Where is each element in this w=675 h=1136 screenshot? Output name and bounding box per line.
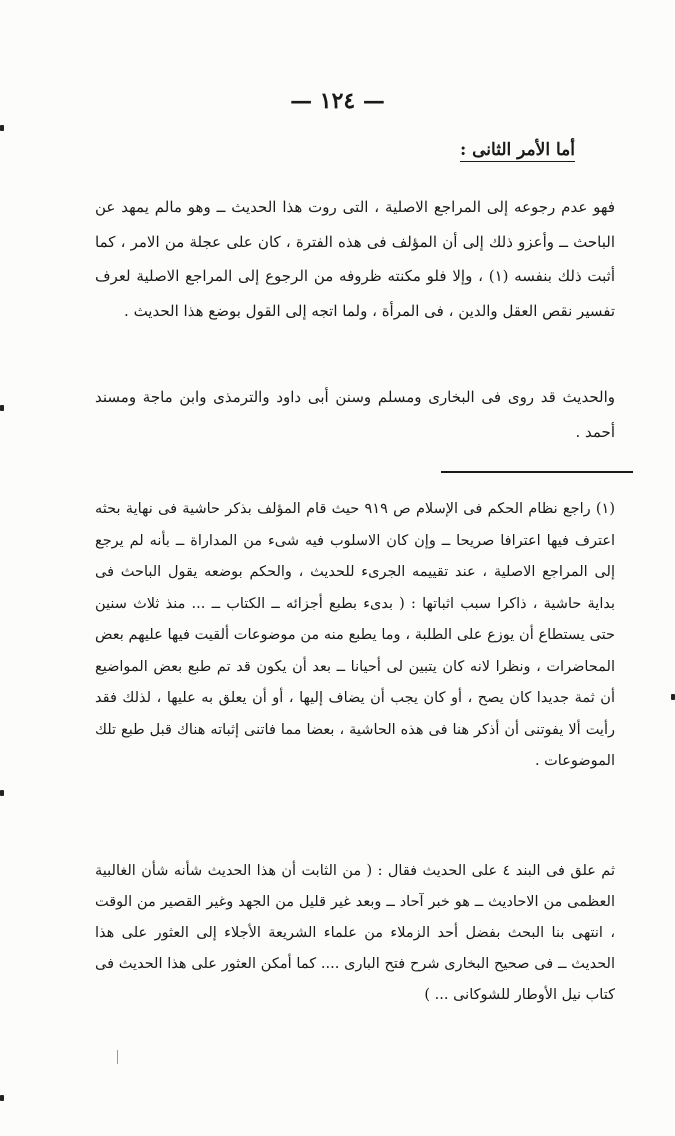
scan-speck bbox=[671, 694, 675, 700]
footnote-text: (١) راجع نظام الحكم فى الإسلام ص ٩١٩ حيث قام المؤلف بذكر حاشية فى نهاية بحثه اعترف فيها اعترافا صريحا ــ وإن كان الاسلوب فيه شىء من المداراة ــ بأنه لم يرجع إلى المراجع الاصلية ، عند تقييمه الجرىء للحديث ، والحكم بوضعه يقول الباحث فى بداية حاشية ، ذاكرا سبب اثباتها : ( بدىء بطبع أجزائه ــ الكتاب ــ ... منذ ثلاث سنين حتى يستطاع أن يوزع على الطلبة ، وما يطبع منه من موضوعات ألقيت فيها عليهم بعض المحاضرات ، ونظرا لانه كان يتبين لى أحيانا ــ بعد أن يكون قد تم طبع بعض المواضيع أن ثمة جديدا كان يصح ، أو كان يجب أن يضاف إليها ، أو أن يعلق به عليها ، لذلك فقد رأيت ألا يفوتنى أن أذكر هنا فى هذه الحاشية ، بعضا مما فاتنى إثباته هناك قبل طبع تلك الموضوعات . bbox=[95, 501, 615, 769]
body-paragraph-1 bbox=[95, 190, 615, 328]
paragraph-text: والحديث قد روى فى البخارى ومسلم وسنن أبى داود والترمذى وابن ماجة ومسند أحمد . bbox=[95, 388, 615, 441]
page-number: — ١٢٤ — bbox=[290, 88, 385, 114]
scan-speck bbox=[0, 790, 4, 796]
footnote bbox=[95, 494, 615, 778]
footnote-divider bbox=[441, 471, 633, 473]
paragraph-text: ثم علق فى البند ٤ على الحديث فقال : ( من الثابت أن هذا الحديث شأنه شأن الغالبية العظمى من الاحاديث ــ هو خبر آحاد ــ وبعد غير قليل من الجهد وغير القصير من الوقت ، انتهى بنا البحث بفضل أحد الزملاء من علماء الشريعة الأجلاء إلى العثور على هذا الحديث ــ فى صحيح البخارى شرح فتح البارى .... كما أمكن العثور على هذا الحديث فى كتاب نيل الأوطار للشوكانى ... ) bbox=[95, 863, 615, 1003]
footnote-continuation bbox=[95, 856, 615, 1011]
scan-mark bbox=[117, 1050, 118, 1064]
paragraph-text: فهو عدم رجوعه إلى المراجع الاصلية ، التى روت هذا الحديث ــ وهو مالم يمهد عن الباحث ــ وأعزو ذلك إلى أن المؤلف فى هذه الفترة ، كان على عجلة من الامر ، كما أثبت ذلك بنفسه (١) ، وإلا فلو مكنته ظروفه من الرجوع إلى المراجع الاصلية لعرف تفسير نقص العقل والدين ، فى المرأة ، ولما اتجه إلى القول بوضع هذا الحديث . bbox=[95, 198, 615, 320]
body-paragraph-2 bbox=[95, 380, 615, 449]
scan-speck bbox=[0, 405, 4, 411]
scan-speck bbox=[0, 125, 4, 131]
section-heading: أما الأمر الثانى : bbox=[459, 140, 575, 160]
scan-speck bbox=[0, 1095, 4, 1101]
